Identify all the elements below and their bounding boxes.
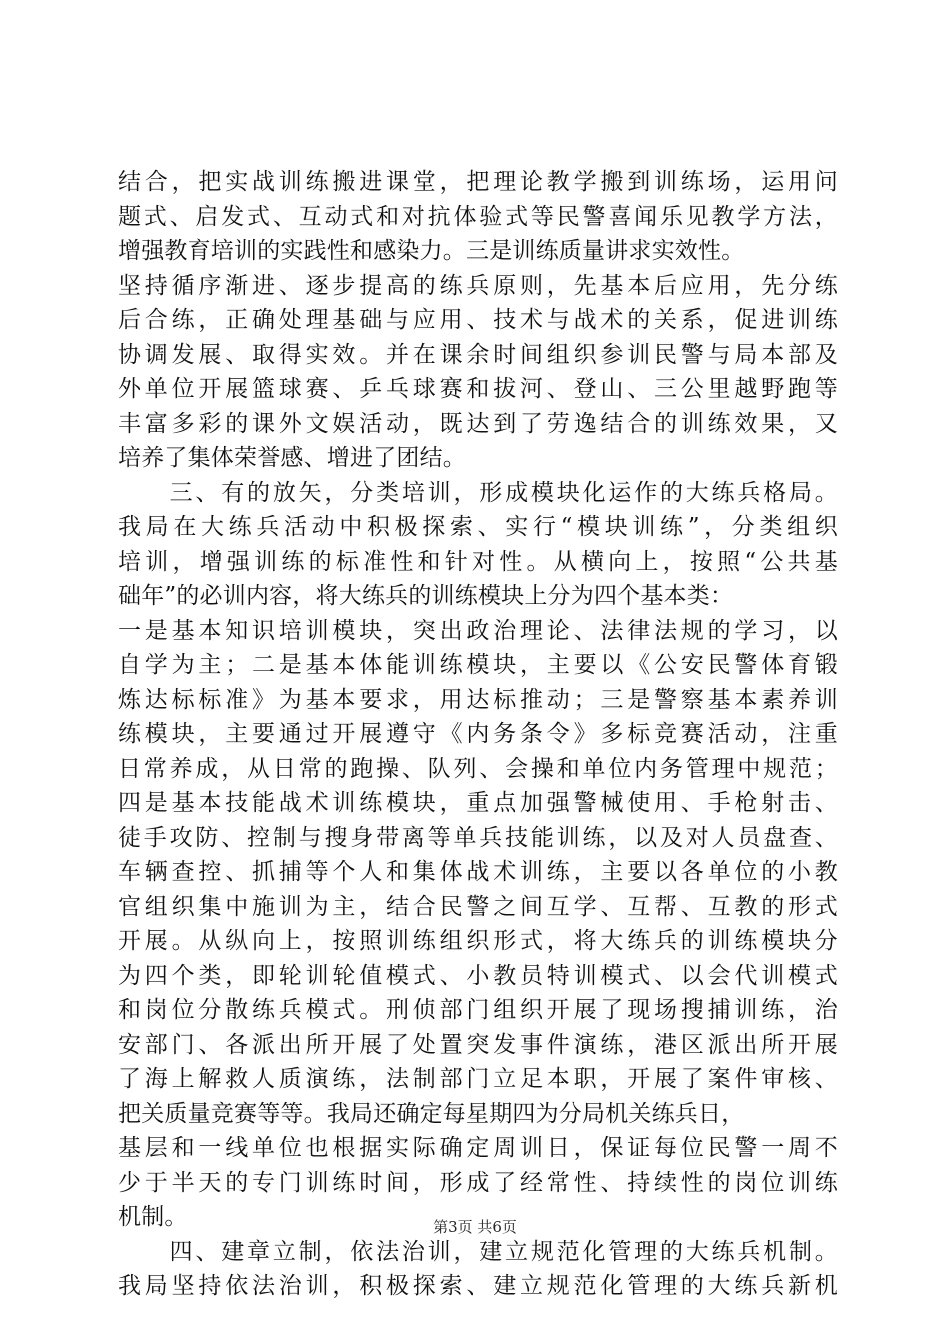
text-line: 车辆查控、抓捕等个人和集体战术训练，主要以各单位的小教 — [118, 859, 838, 885]
text-line: 为四个类，即轮训轮值模式、小教员特训模式、以会代训模式 — [118, 962, 838, 989]
text-line: 官组织集中施训为主，结合民警之间互学、互帮、互教的形式 — [118, 893, 838, 920]
text-line: 三、有的放矢，分类培训，形成模块化运作的大练兵格局。 — [118, 479, 838, 506]
text-line: 我局在大练兵活动中积极探索、实行“模块训练”，分类组织 — [118, 514, 838, 540]
text-line: 培养了集体荣誉感、增进了团结。 — [118, 445, 466, 471]
text-line: 结合，把实战训练搬进课堂，把理论教学搬到训练场，运用问 — [118, 169, 838, 195]
text-line: 把关质量竞赛等等。我局还确定每星期四为分局机关练兵日， — [118, 1100, 745, 1127]
text-line: 基层和一线单位也根据实际确定周训日，保证每位民警一周不 — [118, 1135, 838, 1161]
text-line: 我局坚持依法治训，积极探索、建立规范化管理的大练兵新机 — [118, 1273, 838, 1299]
text-line: 丰富多彩的课外文娱活动，既达到了劳逸结合的训练效果，又 — [118, 410, 838, 437]
text-line: 外单位开展篮球赛、乒乓球赛和拔河、登山、三公里越野跑等 — [118, 376, 838, 402]
text-line: 后合练，正确处理基础与应用、技术与战术的关系，促进训练 — [118, 307, 838, 333]
text-line: 坚持循序渐进、逐步提高的练兵原则，先基本后应用，先分练 — [118, 272, 838, 299]
text-line: 了海上解救人质演练，法制部门立足本职，开展了案件审核、 — [118, 1066, 838, 1092]
text-line: 增强教育培训的实践性和感染力。三是训练质量讲求实效性。 — [118, 238, 745, 264]
text-line: 础年”的必训内容，将大练兵的训练模块上分为四个基本类： — [118, 583, 734, 609]
text-line: 日常养成，从日常的跑操、队列、会操和单位内务管理中规范； — [118, 755, 838, 782]
text-line: 题式、启发式、互动式和对抗体验式等民警喜闻乐见教学方法， — [118, 203, 838, 230]
text-line: 四是基本技能战术训练模块，重点加强警械使用、手枪射击、 — [118, 790, 838, 816]
text-line: 安部门、各派出所开展了处置突发事件演练，港区派出所开展 — [118, 1031, 838, 1058]
text-line: 一是基本知识培训模块，突出政治理论、法律法规的学习，以 — [118, 617, 838, 644]
text-line: 少于半天的专门训练时间，形成了经常性、持续性的岗位训练 — [118, 1169, 838, 1196]
body-text — [118, 165, 838, 1304]
page-footer: 第3页 共6页 — [433, 1218, 517, 1236]
text-line: 练模块，主要通过开展遵守《内务条令》多标竞赛活动，注重 — [118, 721, 838, 747]
text-line: 培训，增强训练的标准性和针对性。从横向上，按照“公共基 — [118, 548, 838, 575]
text-line: 自学为主；二是基本体能训练模块，主要以《公安民警体育锻 — [118, 652, 838, 678]
text-line: 协调发展、取得实效。并在课余时间组织参训民警与局本部及 — [118, 341, 838, 368]
text-line: 徒手攻防、控制与搜身带离等单兵技能训练，以及对人员盘查、 — [118, 824, 838, 851]
text-line: 炼达标标准》为基本要求，用达标推动；三是警察基本素养训 — [118, 686, 838, 713]
text-line: 机制。 — [118, 1204, 188, 1230]
text-line: 四、建章立制，依法治训，建立规范化管理的大练兵机制。 — [118, 1238, 838, 1265]
text-line: 开展。从纵向上，按照训练组织形式，将大练兵的训练模块分 — [118, 928, 838, 954]
text-line: 和岗位分散练兵模式。刑侦部门组织开展了现场搜捕训练，治 — [118, 997, 838, 1023]
